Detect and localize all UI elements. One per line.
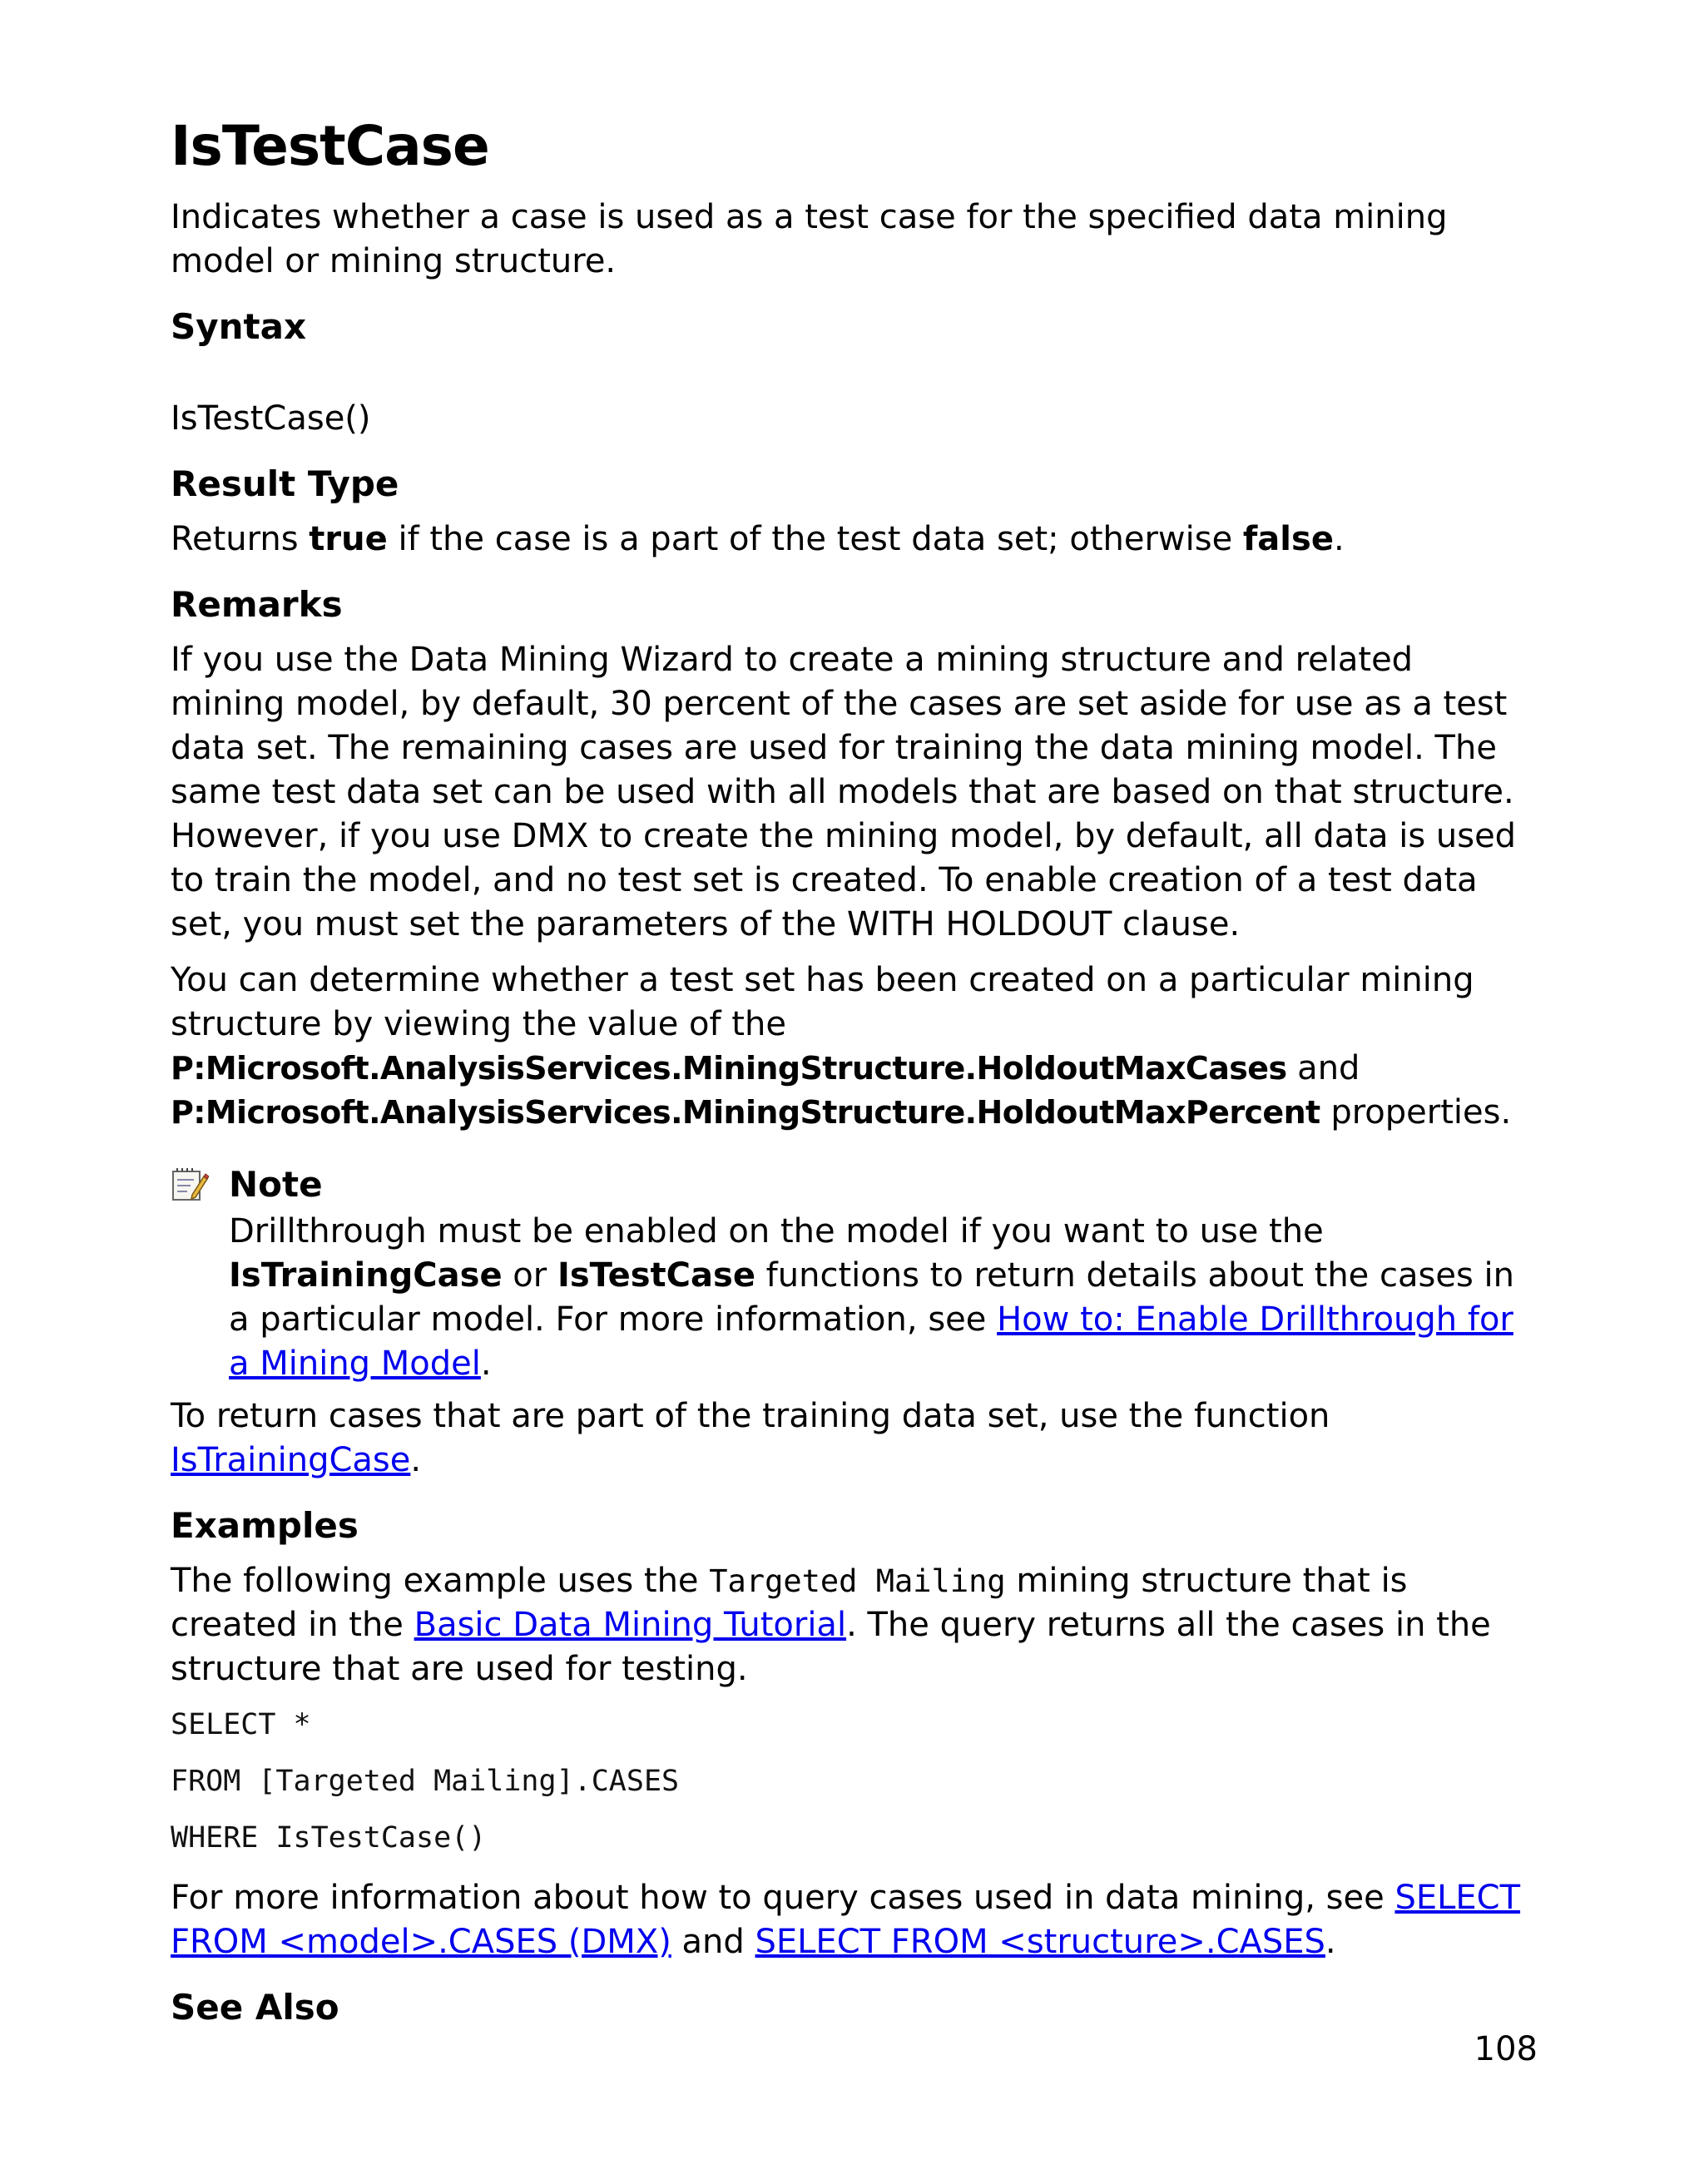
note-middle: functions to return details about the cases in a particular model. For more information, see xyxy=(229,1255,1514,1339)
examples-heading: Examples xyxy=(171,1504,359,1546)
result-type-after: . xyxy=(1333,519,1345,558)
more-info-after: . xyxy=(1325,1922,1336,1961)
note-pad-icon xyxy=(171,1166,209,1203)
holdout-max-cases-property: P:Microsoft.AnalysisServices.MiningStructure.HoldoutMaxCases xyxy=(171,1049,1287,1087)
result-type-text xyxy=(171,518,1535,562)
remarks-p2-after: properties. xyxy=(1320,1092,1512,1132)
page-title: IsTestCase xyxy=(171,114,489,178)
training-after: . xyxy=(410,1440,422,1479)
targeted-mailing-code: Targeted Mailing xyxy=(709,1562,1006,1599)
more-info-and: and xyxy=(671,1922,755,1961)
select-from-structure-cases-link[interactable]: SELECT FROM <structure>.CASES xyxy=(755,1922,1325,1961)
syntax-code: IsTestCase() xyxy=(171,399,371,438)
note-title: Note xyxy=(229,1163,323,1205)
select-from-model-cases-link[interactable]: SELECT FROM <model>.CASES (DMX) xyxy=(171,1878,1521,1961)
note-text xyxy=(229,1210,1535,1386)
holdout-max-percent-property: P:Microsoft.AnalysisServices.MiningStructure.HoldoutMaxPercent xyxy=(171,1093,1320,1131)
code-line-where: WHERE IsTestCase() xyxy=(171,1820,487,1855)
examples-text xyxy=(171,1559,1535,1691)
examples-middle: mining structure that is created in the xyxy=(171,1561,1408,1644)
training-case-text xyxy=(171,1394,1535,1483)
false-keyword: false xyxy=(1242,519,1334,558)
remarks-paragraph-1: If you use the Data Mining Wizard to create a mining structure and related mining model, by default, 30 percent of the cases are set aside for use as a test data set. The remaining cases are used for training the data mining model. The same test data set can be used with all models that are based on that structure. However, if you use DMX to create the mining model, by default, all data is used to train the model, and no test set is created. To enable creation of a test data set, you must set the parameters of the WITH HOLDOUT clause. xyxy=(171,640,1517,943)
document-body xyxy=(171,116,1535,2041)
enable-drillthrough-link[interactable]: How to: Enable Drillthrough for a Mining Model xyxy=(229,1300,1513,1383)
examples-after: . The query returns all the cases in the structure that are used for testing. xyxy=(171,1605,1491,1688)
remarks-paragraph-2 xyxy=(171,958,1535,1135)
is-test-case-keyword: IsTestCase xyxy=(557,1255,755,1295)
basic-data-mining-tutorial-link[interactable]: Basic Data Mining Tutorial xyxy=(414,1605,847,1644)
result-type-middle: if the case is a part of the test data set; otherwise xyxy=(387,519,1243,558)
training-before: To return cases that are part of the training data set, use the function xyxy=(171,1396,1330,1435)
note-before: Drillthrough must be enabled on the model if you want to use the xyxy=(229,1211,1324,1250)
true-keyword: true xyxy=(309,519,388,558)
result-type-heading: Result Type xyxy=(171,463,399,504)
remarks-p2-before: You can determine whether a test set has been created on a particular mining structure by viewing the value of the xyxy=(171,960,1474,1043)
note-or: or xyxy=(502,1255,557,1295)
page-number: 108 xyxy=(1474,2030,1538,2068)
syntax-heading: Syntax xyxy=(171,305,307,347)
remarks-heading: Remarks xyxy=(171,583,343,625)
more-info-text xyxy=(171,1876,1535,1964)
intro-text: Indicates whether a case is used as a test case for the specified data mining model or mining structure. xyxy=(171,197,1448,280)
code-line-select: SELECT * xyxy=(171,1707,311,1741)
remarks-p2-and: and xyxy=(1286,1048,1360,1087)
is-training-case-keyword: IsTrainingCase xyxy=(229,1255,503,1295)
code-line-from: FROM [Targeted Mailing].CASES xyxy=(171,1764,680,1798)
note-box xyxy=(171,1163,1535,1386)
note-after: . xyxy=(480,1344,492,1383)
see-also-heading: See Also xyxy=(171,1986,339,2028)
result-type-before: Returns xyxy=(171,519,310,558)
more-info-before: For more information about how to query cases used in data mining, see xyxy=(171,1878,1395,1917)
examples-before: The following example uses the xyxy=(171,1561,710,1600)
is-training-case-link[interactable]: IsTrainingCase xyxy=(171,1440,411,1479)
